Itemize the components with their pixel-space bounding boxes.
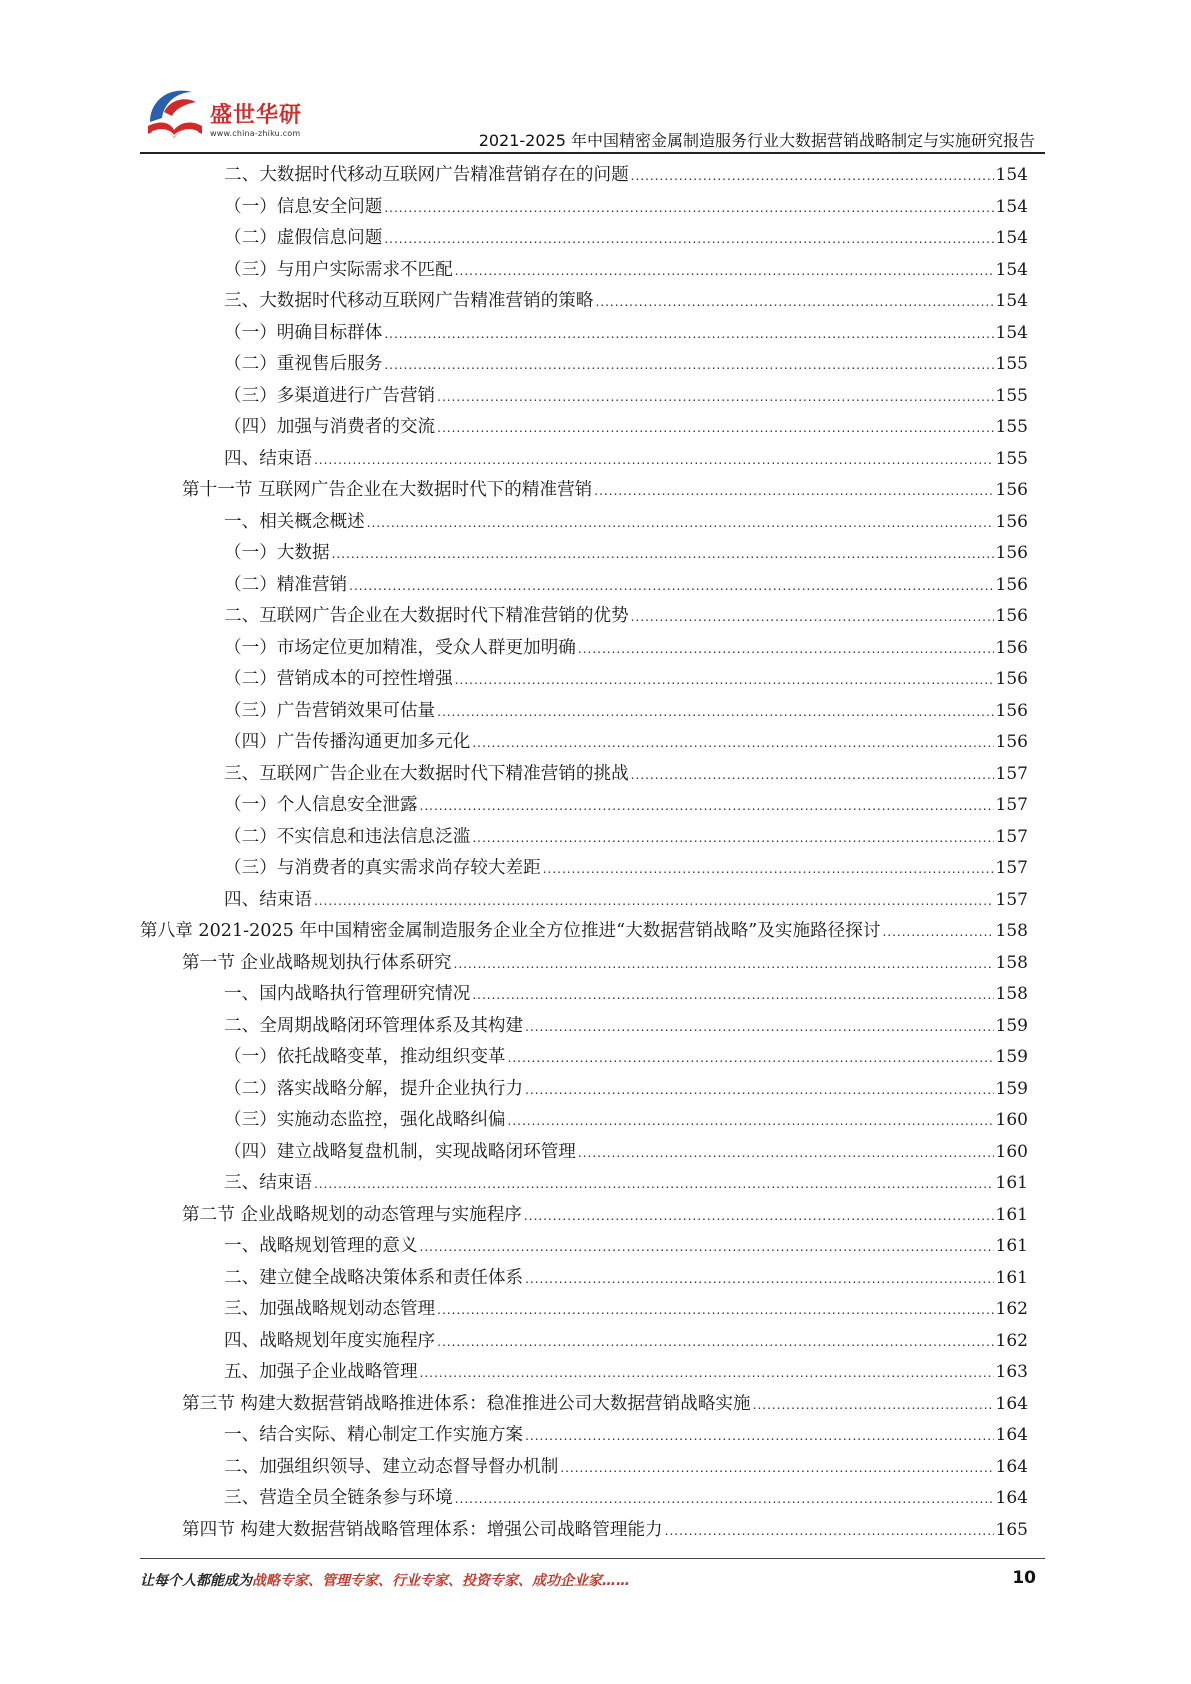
report-title: 2021-2025 年中国精密金属制造服务行业大数据营销战略制定与实施研究报告 — [478, 131, 1035, 150]
toc-entry[interactable] — [140, 633, 1028, 665]
toc-dot-leader — [314, 886, 994, 918]
toc-entry-page: 159 — [995, 1047, 1028, 1067]
toc-entry-label: 五、加强子企业战略管理 — [224, 1362, 418, 1382]
toc-dot-leader — [455, 1484, 994, 1516]
toc-dot-leader — [455, 665, 994, 697]
toc-entry-page: 159 — [995, 1078, 1028, 1099]
toc-entry[interactable] — [140, 759, 1028, 791]
toc-entry-label: （三）实施动态监控，强化战略纠偏 — [224, 1110, 506, 1130]
toc-dot-leader — [349, 571, 993, 603]
toc-entry-label: （二）落实战略分解，提升企业执行力 — [224, 1078, 524, 1099]
toc-entry-page: 156 — [995, 669, 1028, 689]
toc-entry[interactable] — [140, 507, 1028, 539]
toc-entry[interactable] — [140, 1137, 1028, 1169]
toc-entry[interactable] — [140, 1326, 1028, 1358]
toc-entry[interactable] — [140, 1011, 1028, 1043]
toc-entry[interactable] — [140, 1483, 1028, 1515]
toc-entry-page: 158 — [995, 921, 1028, 941]
toc-entry-label: 二、全周期战略闭环管理体系及其构建 — [224, 1015, 524, 1036]
toc-entry-page: 161 — [995, 1204, 1028, 1225]
toc-dot-leader — [508, 1043, 994, 1075]
toc-entry-label: （二）重视售后服务 — [224, 354, 383, 374]
toc-entry-label: 第三节 构建大数据营销战略推进体系：稳准推进公司大数据营销战略实施 — [182, 1393, 751, 1414]
toc-entry-page: 158 — [995, 952, 1028, 973]
toc-entry-page: 163 — [995, 1362, 1028, 1382]
toc-entry-label: （一）依托战略变革，推动组织变革 — [224, 1047, 506, 1067]
toc-entry-label: 第十一节 互联网广告企业在大数据时代下的精准营销 — [182, 480, 593, 500]
page-number: 10 — [1012, 1568, 1036, 1588]
toc-entry[interactable] — [140, 255, 1028, 287]
toc-entry-label: （一）信息安全问题 — [224, 196, 383, 217]
toc-entry[interactable] — [140, 444, 1028, 476]
toc-entry-page: 154 — [995, 196, 1028, 217]
toc-dot-leader — [578, 1138, 994, 1170]
toc-entry[interactable] — [140, 192, 1028, 224]
toc-dot-leader — [384, 224, 993, 256]
toc-entry-label: 四、结束语 — [224, 889, 312, 910]
toc-entry-page: 157 — [995, 889, 1028, 910]
toc-entry-page: 156 — [995, 700, 1028, 721]
toc-entry-page: 154 — [995, 322, 1028, 343]
toc-entry-label: 三、大数据时代移动互联网广告精准营销的策略 — [224, 291, 594, 311]
toc-dot-leader — [665, 1516, 994, 1548]
toc-entry[interactable] — [140, 696, 1028, 728]
toc-entry-page: 156 — [995, 543, 1028, 563]
logo-url: www.china-zhiku.com — [210, 129, 301, 138]
toc-entry[interactable] — [140, 948, 1028, 980]
toc-entry[interactable] — [140, 1105, 1028, 1137]
toc-dot-leader — [384, 350, 993, 382]
toc-entry-label: （三）与消费者的真实需求尚存较大差距 — [224, 858, 541, 878]
toc-entry[interactable] — [140, 1389, 1028, 1421]
company-logo — [140, 82, 340, 152]
toc-entry-label: 第二节 企业战略规划的动态管理与实施程序 — [182, 1204, 522, 1225]
toc-dot-leader — [437, 382, 993, 414]
toc-entry-page: 164 — [995, 1425, 1028, 1445]
toc-entry-label: 四、结束语 — [224, 448, 312, 469]
toc-entry-page: 162 — [995, 1330, 1028, 1351]
toc-dot-leader — [314, 445, 994, 477]
toc-entry-page: 160 — [995, 1110, 1028, 1130]
toc-entry[interactable] — [140, 1515, 1028, 1547]
toc-entry[interactable] — [140, 1357, 1028, 1389]
toc-dot-leader — [437, 413, 993, 445]
toc-entry[interactable] — [140, 1452, 1028, 1484]
toc-entry[interactable] — [140, 570, 1028, 602]
toc-entry-page: 154 — [995, 259, 1028, 280]
toc-dot-leader — [437, 1295, 993, 1327]
toc-entry-label: 第四节 构建大数据营销战略管理体系：增强公司战略管理能力 — [182, 1519, 663, 1540]
toc-entry-page: 161 — [995, 1267, 1028, 1288]
toc-entry[interactable] — [140, 1168, 1028, 1200]
toc-dot-leader — [594, 476, 993, 508]
toc-dot-leader — [454, 949, 994, 981]
toc-entry-page: 155 — [995, 417, 1028, 437]
toc-entry-label: 二、加强组织领导、建立动态督导督办机制 — [224, 1456, 559, 1477]
toc-entry-label: （四）广告传播沟通更加多元化 — [224, 732, 471, 752]
footer-slogan — [140, 1570, 630, 1590]
toc-entry[interactable] — [140, 601, 1028, 633]
toc-entry-page: 156 — [995, 574, 1028, 595]
toc-dot-leader — [631, 161, 994, 193]
toc-dot-leader — [595, 287, 993, 319]
toc-entry[interactable] — [140, 160, 1028, 192]
toc-entry-page: 155 — [995, 354, 1028, 374]
toc-entry-page: 156 — [995, 637, 1028, 658]
toc-entry-label: （四）建立战略复盘机制，实现战略闭环管理 — [224, 1141, 576, 1162]
toc-entry-page: 156 — [995, 511, 1028, 532]
toc-entry[interactable] — [140, 318, 1028, 350]
toc-entry[interactable] — [140, 790, 1028, 822]
toc-entry-label: （二）营销成本的可控性增强 — [224, 669, 453, 689]
toc-dot-leader — [332, 539, 994, 571]
toc-entry[interactable] — [140, 475, 1028, 507]
toc-entry-page: 161 — [995, 1173, 1028, 1193]
toc-entry-page: 164 — [995, 1456, 1028, 1477]
toc-entry-page: 159 — [995, 1015, 1028, 1036]
page-header — [140, 82, 1045, 152]
toc-entry-label: 一、相关概念概述 — [224, 511, 365, 532]
toc-entry-label: （一）大数据 — [224, 543, 330, 563]
toc-dot-leader — [472, 980, 993, 1012]
footer-slogan-highlight: 战略专家、管理专家、行业专家、投资专家、成功企业家…… — [252, 1573, 630, 1589]
toc-entry[interactable] — [140, 223, 1028, 255]
toc-dot-leader — [420, 1232, 994, 1264]
toc-entry[interactable] — [140, 381, 1028, 413]
toc-entry-page: 154 — [995, 165, 1028, 185]
toc-dot-leader — [631, 602, 994, 634]
toc-dot-leader — [455, 256, 994, 288]
toc-dot-leader — [508, 1106, 994, 1138]
toc-entry[interactable] — [140, 979, 1028, 1011]
toc-dot-leader — [578, 634, 994, 666]
toc-entry[interactable] — [140, 1294, 1028, 1326]
toc-entry-label: （三）与用户实际需求不匹配 — [224, 259, 453, 280]
toc-dot-leader — [543, 854, 994, 886]
toc-dot-leader — [524, 1201, 994, 1233]
toc-entry-label: （二）虚假信息问题 — [224, 228, 383, 248]
toc-dot-leader — [437, 1327, 993, 1359]
toc-entry-page: 158 — [995, 984, 1028, 1004]
toc-entry-page: 161 — [995, 1236, 1028, 1256]
footer-divider — [140, 1558, 1045, 1559]
toc-dot-leader — [882, 917, 993, 949]
table-of-contents — [140, 160, 1028, 1546]
toc-entry-page: 164 — [995, 1393, 1028, 1414]
toc-dot-leader — [753, 1390, 994, 1422]
toc-entry[interactable] — [140, 538, 1028, 570]
toc-dot-leader — [525, 1264, 993, 1296]
toc-entry[interactable] — [140, 1420, 1028, 1452]
header-divider — [140, 152, 1045, 154]
toc-dot-leader — [314, 1169, 994, 1201]
toc-entry-label: 三、结束语 — [224, 1173, 312, 1193]
toc-entry-label: 二、大数据时代移动互联网广告精准营销存在的问题 — [224, 165, 629, 185]
toc-entry-page: 164 — [995, 1488, 1028, 1508]
toc-dot-leader — [384, 193, 993, 225]
toc-dot-leader — [384, 319, 993, 351]
toc-entry-page: 157 — [995, 826, 1028, 847]
toc-entry-label: （二）不实信息和违法信息泛滥 — [224, 826, 471, 847]
toc-dot-leader — [472, 728, 993, 760]
toc-entry-page: 156 — [995, 606, 1028, 626]
toc-dot-leader — [420, 1358, 994, 1390]
toc-entry-label: （一）市场定位更加精准，受众人群更加明确 — [224, 637, 576, 658]
toc-entry-label: 一、战略规划管理的意义 — [224, 1236, 418, 1256]
toc-dot-leader — [631, 760, 994, 792]
toc-entry-label: 一、结合实际、精心制定工作实施方案 — [224, 1425, 524, 1445]
toc-entry[interactable] — [140, 1200, 1028, 1232]
toc-entry-label: （二）精准营销 — [224, 574, 348, 595]
toc-entry-label: （一）明确目标群体 — [224, 322, 383, 343]
toc-dot-leader — [525, 1012, 993, 1044]
toc-entry-page: 157 — [995, 795, 1028, 815]
toc-entry-label: 二、建立健全战略决策体系和责任体系 — [224, 1267, 524, 1288]
toc-entry-page: 156 — [995, 480, 1028, 500]
logo-name: 盛世华研 — [210, 103, 303, 128]
toc-entry[interactable] — [140, 412, 1028, 444]
toc-entry[interactable] — [140, 853, 1028, 885]
toc-entry-page: 156 — [995, 732, 1028, 752]
toc-entry-label: 第一节 企业战略规划执行体系研究 — [182, 952, 452, 973]
toc-dot-leader — [437, 697, 993, 729]
toc-entry-label: 三、互联网广告企业在大数据时代下精准营销的挑战 — [224, 763, 629, 784]
toc-entry-label: （一）个人信息安全泄露 — [224, 795, 418, 815]
toc-entry-label: （四）加强与消费者的交流 — [224, 417, 436, 437]
toc-entry-label: （三）多渠道进行广告营销 — [224, 385, 436, 406]
toc-entry-page: 155 — [995, 448, 1028, 469]
toc-entry[interactable] — [140, 349, 1028, 381]
toc-dot-leader — [525, 1075, 993, 1107]
toc-entry[interactable] — [140, 885, 1028, 917]
toc-entry-label: 三、加强战略规划动态管理 — [224, 1299, 436, 1319]
toc-dot-leader — [472, 823, 993, 855]
toc-entry-page: 162 — [995, 1299, 1028, 1319]
toc-entry[interactable] — [140, 664, 1028, 696]
toc-entry[interactable] — [140, 916, 1028, 948]
toc-entry-page: 155 — [995, 385, 1028, 406]
logo-book-icon — [140, 82, 210, 152]
toc-entry-label: 三、营造全员全链条参与环境 — [224, 1488, 453, 1508]
toc-entry-page: 157 — [995, 763, 1028, 784]
toc-entry-label: （三）广告营销效果可估量 — [224, 700, 436, 721]
toc-entry[interactable] — [140, 727, 1028, 759]
toc-entry-label: 四、战略规划年度实施程序 — [224, 1330, 436, 1351]
toc-entry[interactable] — [140, 286, 1028, 318]
toc-entry-page: 154 — [995, 228, 1028, 248]
toc-entry-page: 157 — [995, 858, 1028, 878]
footer-slogan-prefix: 让每个人都能成为 — [140, 1573, 252, 1589]
toc-dot-leader — [560, 1453, 993, 1485]
toc-entry-label: 第八章 2021-2025 年中国精密金属制造服务企业全方位推进“大数据营销战略”及实施路径探讨 — [140, 921, 881, 941]
toc-dot-leader — [420, 791, 994, 823]
toc-entry[interactable] — [140, 1263, 1028, 1295]
toc-entry[interactable] — [140, 1231, 1028, 1263]
toc-dot-leader — [525, 1421, 993, 1453]
toc-entry-label: 一、国内战略执行管理研究情况 — [224, 984, 471, 1004]
toc-entry[interactable] — [140, 1074, 1028, 1106]
toc-entry[interactable] — [140, 822, 1028, 854]
toc-entry-page: 160 — [995, 1141, 1028, 1162]
toc-dot-leader — [367, 508, 994, 540]
toc-entry[interactable] — [140, 1042, 1028, 1074]
toc-entry-page: 154 — [995, 291, 1028, 311]
toc-entry-label: 二、互联网广告企业在大数据时代下精准营销的优势 — [224, 606, 629, 626]
toc-entry-page: 165 — [995, 1519, 1028, 1540]
